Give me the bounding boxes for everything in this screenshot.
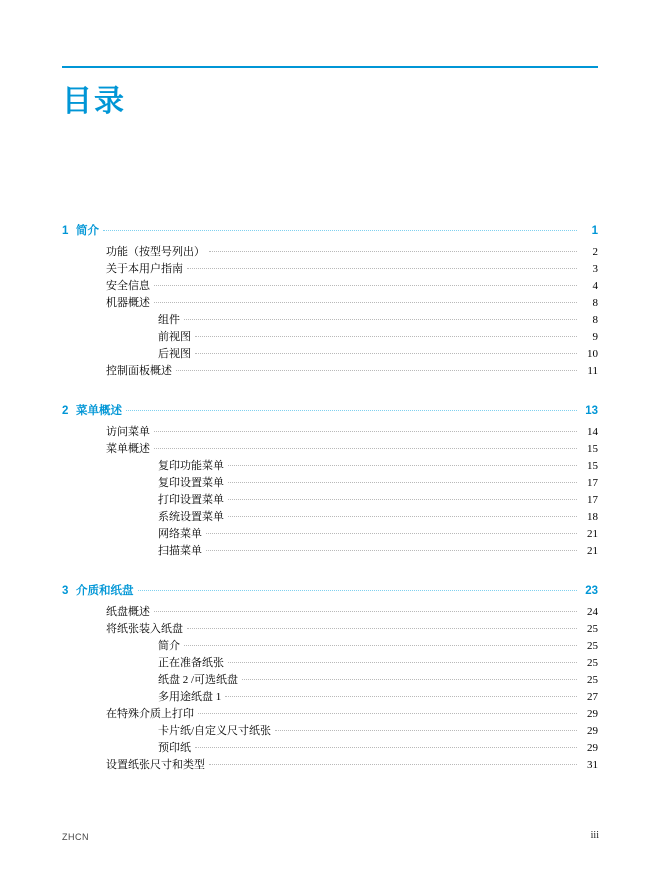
toc-entry-label: 机器概述 (106, 297, 150, 309)
toc-leader-dots (206, 526, 577, 537)
toc-entry-row[interactable] (62, 475, 598, 492)
toc-entry-label: 安全信息 (106, 280, 150, 292)
toc-entry-label: 网络菜单 (158, 528, 202, 540)
toc-entry-page: 29 (587, 708, 598, 720)
toc-leader-dots (206, 543, 577, 554)
toc-entry-row[interactable] (62, 312, 598, 329)
toc-entry-row[interactable] (62, 621, 598, 638)
toc-leader-dots (209, 244, 577, 255)
toc-entry-row[interactable] (62, 672, 598, 689)
toc-leader-dots (228, 458, 577, 469)
toc-entry-label: 纸盘概述 (106, 606, 150, 618)
toc-entry-row[interactable] (62, 244, 598, 261)
toc-leader-dots (275, 723, 577, 734)
toc-entry-row[interactable] (62, 441, 598, 458)
toc-leader-dots (184, 312, 577, 323)
toc-entry-page: 25 (587, 657, 598, 669)
toc-leader-dots (195, 346, 577, 357)
toc-chapter-page: 1 (591, 225, 598, 237)
toc-entry-page: 10 (587, 348, 598, 360)
toc-entry-page: 15 (587, 460, 598, 472)
page-title: 目录 (62, 85, 126, 118)
toc-entry-label: 复印功能菜单 (158, 460, 224, 472)
toc-leader-dots (228, 475, 577, 486)
toc-leader-dots (228, 655, 577, 666)
toc-leader-dots (126, 403, 577, 414)
toc-entry-page: 29 (587, 725, 598, 737)
toc-chapter-page: 23 (585, 585, 598, 597)
toc-entry-row[interactable] (62, 740, 598, 757)
toc-entry-page: 17 (587, 494, 598, 506)
toc-entry-row[interactable] (62, 458, 598, 475)
toc-leader-dots (228, 509, 577, 520)
toc-entry-page: 14 (587, 426, 598, 438)
toc-entry-label: 复印设置菜单 (158, 477, 224, 489)
toc-entry-label: 访问菜单 (106, 426, 150, 438)
toc-leader-dots (138, 583, 578, 594)
toc-entry-row[interactable] (62, 543, 598, 560)
toc-leader-dots (195, 740, 577, 751)
toc-leader-dots (225, 689, 577, 700)
toc-entry-row[interactable] (62, 655, 598, 672)
toc-entry-label: 系统设置菜单 (158, 511, 224, 523)
toc-entry-label: 前视图 (158, 331, 191, 343)
toc-chapter-row[interactable] (62, 402, 598, 421)
toc-entry-label: 设置纸张尺寸和类型 (106, 759, 205, 771)
toc-entry-row[interactable] (62, 424, 598, 441)
toc-entry-row[interactable] (62, 706, 598, 723)
footer-divider (62, 828, 598, 829)
toc-entry-label: 控制面板概述 (106, 365, 172, 377)
toc-leader-dots (176, 363, 577, 374)
toc-leader-dots (187, 621, 577, 632)
toc-entry-page: 21 (587, 528, 598, 540)
toc-chapter-row[interactable] (62, 582, 598, 601)
toc-chapter-number: 2 (62, 405, 69, 417)
toc-entry-label: 菜单概述 (106, 443, 150, 455)
toc-entry-label: 纸盘 2 /可选纸盘 (158, 674, 239, 686)
toc-entry-page: 25 (587, 640, 598, 652)
toc-entry-row[interactable] (62, 689, 598, 706)
toc-entry-page: 27 (587, 691, 598, 703)
toc-entry-label: 多用途纸盘 1 (158, 691, 222, 703)
toc-chapter (62, 222, 598, 380)
toc-entry-row[interactable] (62, 604, 598, 621)
toc-chapter-row[interactable] (62, 222, 598, 241)
toc-entry-page: 3 (592, 263, 598, 275)
toc-leader-dots (198, 706, 577, 717)
toc-chapter-number: 3 (62, 585, 69, 597)
toc-chapter-label: 简介 (76, 225, 99, 237)
toc-leader-dots (195, 329, 577, 340)
toc-entry-label: 扫描菜单 (158, 545, 202, 557)
toc-entry-page: 17 (587, 477, 598, 489)
toc-chapter (62, 402, 598, 560)
toc-entry-label: 卡片纸/自定义尺寸纸张 (158, 725, 272, 737)
table-of-contents (62, 222, 598, 774)
toc-entry-label: 预印纸 (158, 742, 191, 754)
toc-entry-row[interactable] (62, 295, 598, 312)
toc-entry-label: 后视图 (158, 348, 191, 360)
toc-chapter-page: 13 (585, 405, 598, 417)
toc-entry-page: 4 (592, 280, 598, 292)
toc-leader-dots (154, 441, 577, 452)
toc-leader-dots (228, 492, 577, 503)
toc-entry-page: 11 (587, 365, 598, 377)
toc-entry-row[interactable] (62, 526, 598, 543)
toc-entry-page: 15 (587, 443, 598, 455)
toc-chapter-gap (62, 380, 598, 402)
toc-entry-label: 正在准备纸张 (158, 657, 224, 669)
toc-entry-label: 组件 (158, 314, 180, 326)
toc-leader-dots (184, 638, 577, 649)
toc-entry-row[interactable] (62, 723, 598, 740)
toc-entry-row[interactable] (62, 638, 598, 655)
toc-entry-page: 24 (587, 606, 598, 618)
toc-leader-dots (154, 295, 577, 306)
toc-entry-page: 9 (592, 331, 598, 343)
toc-entry-label: 功能（按型号列出） (106, 246, 205, 258)
toc-entry-row[interactable] (62, 509, 598, 526)
toc-entry-label: 在特殊介质上打印 (106, 708, 194, 720)
toc-entry-page: 2 (592, 246, 598, 258)
footer-page-number: iii (590, 830, 599, 841)
toc-entry-page: 29 (587, 742, 598, 754)
toc-entry-row[interactable] (62, 329, 598, 346)
toc-entry-label: 打印设置菜单 (158, 494, 224, 506)
toc-entry-page: 18 (587, 511, 598, 523)
footer-locale: ZHCN (62, 832, 89, 842)
toc-entry-page: 25 (587, 674, 598, 686)
toc-entry-row[interactable] (62, 261, 598, 278)
toc-entry-page: 21 (587, 545, 598, 557)
toc-chapter-label: 菜单概述 (76, 405, 122, 417)
toc-chapter-number: 1 (62, 225, 69, 237)
toc-entry-row[interactable] (62, 363, 598, 380)
toc-entry-page: 31 (587, 759, 598, 771)
title-rule (62, 66, 598, 68)
toc-chapter (62, 582, 598, 774)
toc-entry-row[interactable] (62, 757, 598, 774)
toc-entry-page: 25 (587, 623, 598, 635)
toc-leader-dots (154, 278, 577, 289)
toc-leader-dots (103, 223, 577, 234)
toc-entry-page: 8 (592, 297, 598, 309)
toc-entry-label: 简介 (158, 640, 180, 652)
toc-leader-dots (242, 672, 577, 683)
toc-leader-dots (187, 261, 577, 272)
toc-entry-label: 将纸张装入纸盘 (106, 623, 183, 635)
toc-entry-label: 关于本用户指南 (106, 263, 183, 275)
toc-leader-dots (154, 424, 577, 435)
toc-entry-row[interactable] (62, 346, 598, 363)
toc-chapter-label: 介质和纸盘 (76, 585, 134, 597)
toc-leader-dots (154, 604, 577, 615)
toc-entry-page: 8 (592, 314, 598, 326)
toc-entry-row[interactable] (62, 278, 598, 295)
toc-leader-dots (209, 757, 577, 768)
toc-chapter-gap (62, 560, 598, 582)
toc-entry-row[interactable] (62, 492, 598, 509)
